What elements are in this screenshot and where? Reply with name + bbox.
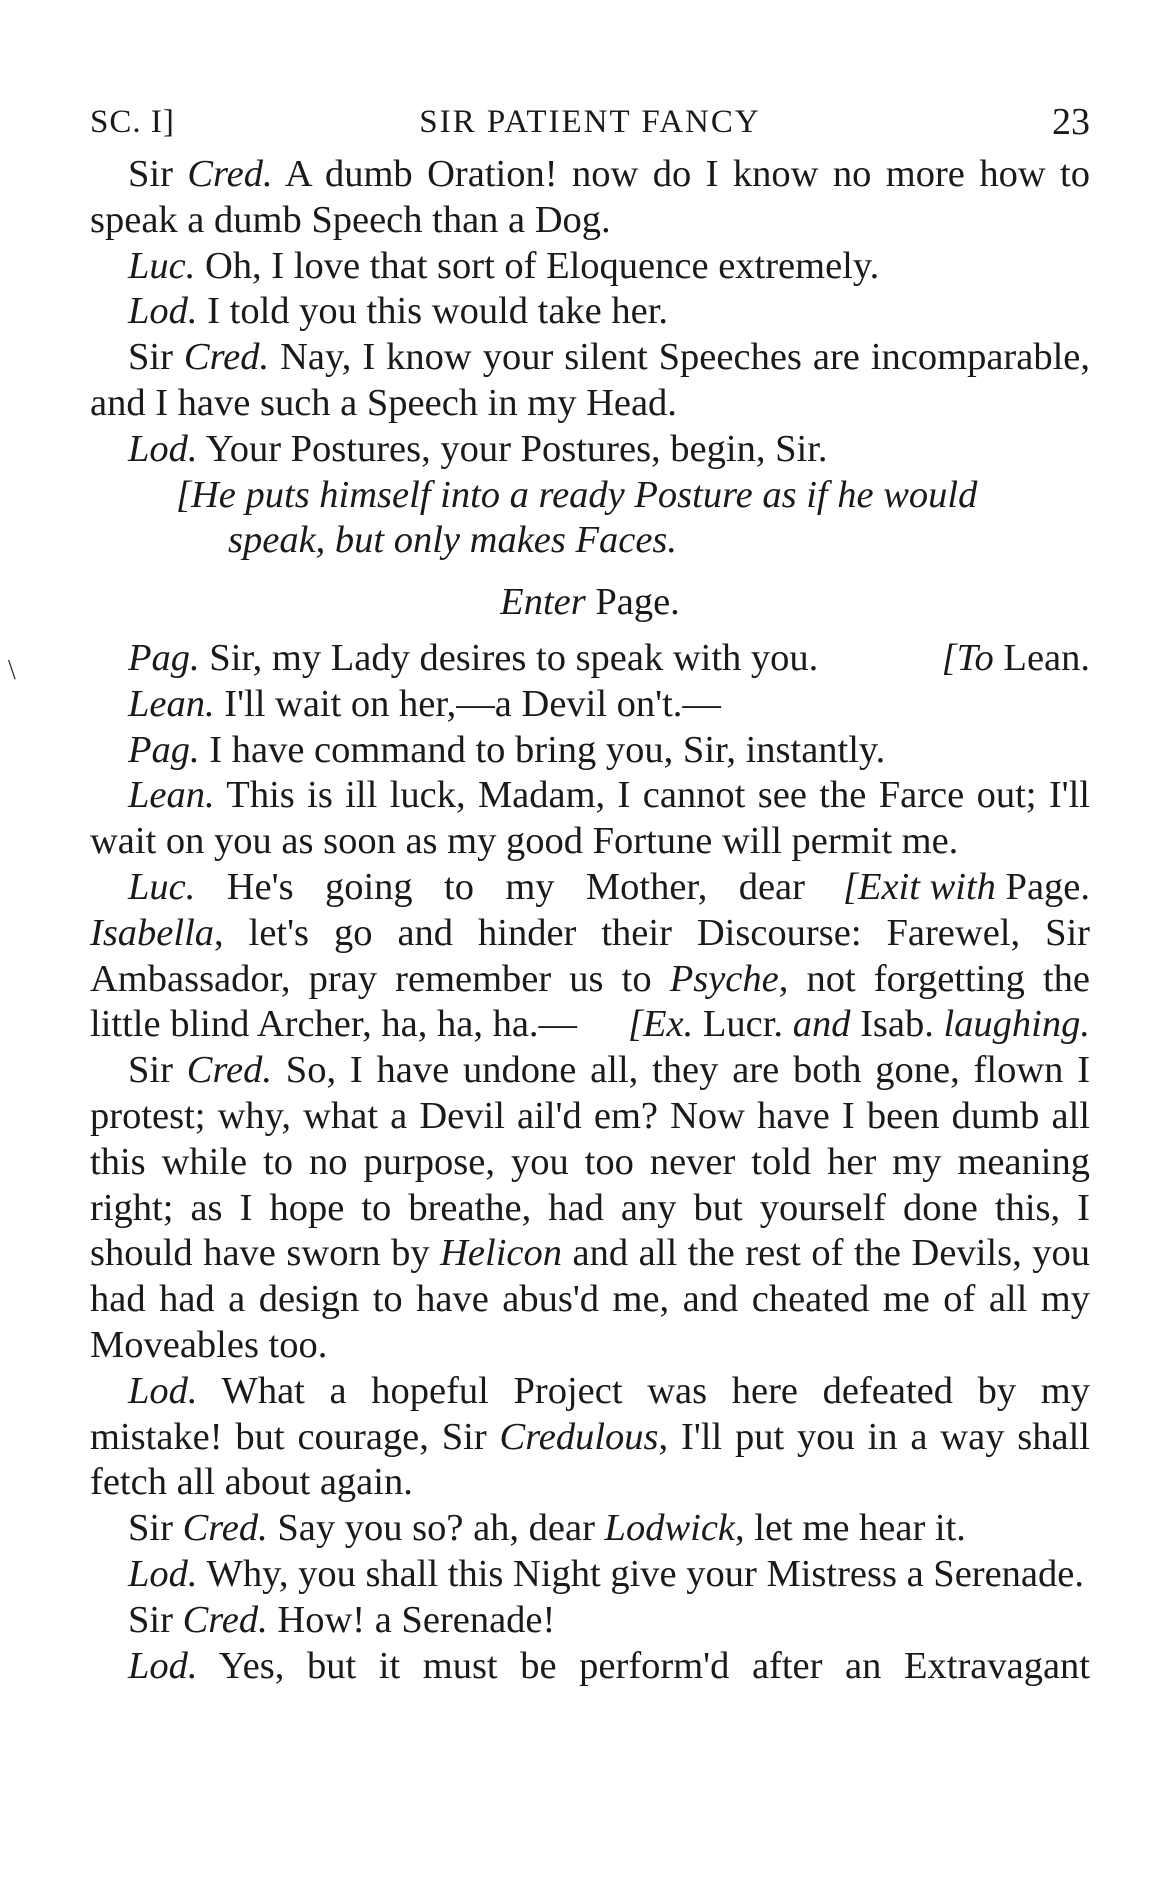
play-title: SIR PATIENT FANCY xyxy=(419,104,761,140)
scene-label: SC. I] xyxy=(90,104,175,140)
entrance-direction: Enter Page. xyxy=(500,581,680,624)
speech: Pag. Sir, my Lady desires to speak with you. [To Lean. xyxy=(90,636,1090,682)
margin-mark: \ xyxy=(8,655,16,686)
speech: Luc. Oh, I love that sort of Eloquence extremely. xyxy=(128,244,880,287)
speech: Lean. I'll wait on her,—a Devil on't.— xyxy=(128,682,721,725)
speech: Lod. Your Postures, your Postures, begin, Sir. xyxy=(128,427,828,470)
speech: Lod. What a hopeful Project was here defeated by my mistake! but courage, Sir Credulous, I'll put you in a way shall fetch all about again. xyxy=(90,1369,1091,1504)
stage-direction: [To Lean. xyxy=(941,636,1090,679)
play-text xyxy=(90,152,1090,1689)
speech: Sir Cred. Nay, I know your silent Speeches are incomparable, and I have such a Speech in my Head. xyxy=(90,336,1090,424)
speech: Lod. Yes, but it must be perform'd after an Extravagant xyxy=(128,1644,1090,1687)
speech: Luc. He's going to my Mother, dear Isabella, let's go and hinder their Discourse: Farewel, Sir Ambassador, pray remember us to Psyche, not forgetting the little blind Archer, ha, ha, ha.— [Ex. Lucr. and Isab. laughing. xyxy=(90,865,1090,1048)
speech: Sir Cred. A dumb Oration! now do I know no more how to speak a dumb Speech than a Dog. xyxy=(90,153,1091,241)
speech: Sir Cred. So, I have undone all, they are both gone, flown I protest; why, what a Devil ail'd em? Now have I been dumb all this while to no purpose, you too never told her my meaning right; as I hope to breathe, had any but yourself done this, I should have sworn by Helicon and all the rest of the Devils, you had had a design to have abus'd me, and cheated me of all my Moveables too. xyxy=(90,1049,1091,1366)
stage-direction: [Exit with Page. xyxy=(842,865,1090,908)
speech: Lean. This is ill luck, Madam, I cannot see the Farce out; I'll wait on you as soon as my good Fortune will permit me. [Exit with Page. xyxy=(90,773,1090,865)
speech: Lod. Why, you shall this Night give your Mistress a Serenade. xyxy=(128,1552,1084,1595)
speech: Lod. I told you this would take her. xyxy=(128,290,669,333)
running-header xyxy=(90,100,1090,152)
book-page xyxy=(90,100,1090,1689)
speech: Sir Cred. How! a Serenade! xyxy=(128,1598,556,1641)
speech: Pag. I have command to bring you, Sir, instantly. xyxy=(128,728,886,771)
speech: Sir Cred. Say you so? ah, dear Lodwick, let me hear it. xyxy=(128,1507,966,1550)
page-number: 23 xyxy=(1052,101,1090,143)
stage-direction: [Ex. Lucr. and Isab. laughing. xyxy=(628,1003,1090,1046)
stage-direction: [He puts himself into a ready Posture as if he would speak, but only makes Faces. xyxy=(176,473,978,562)
